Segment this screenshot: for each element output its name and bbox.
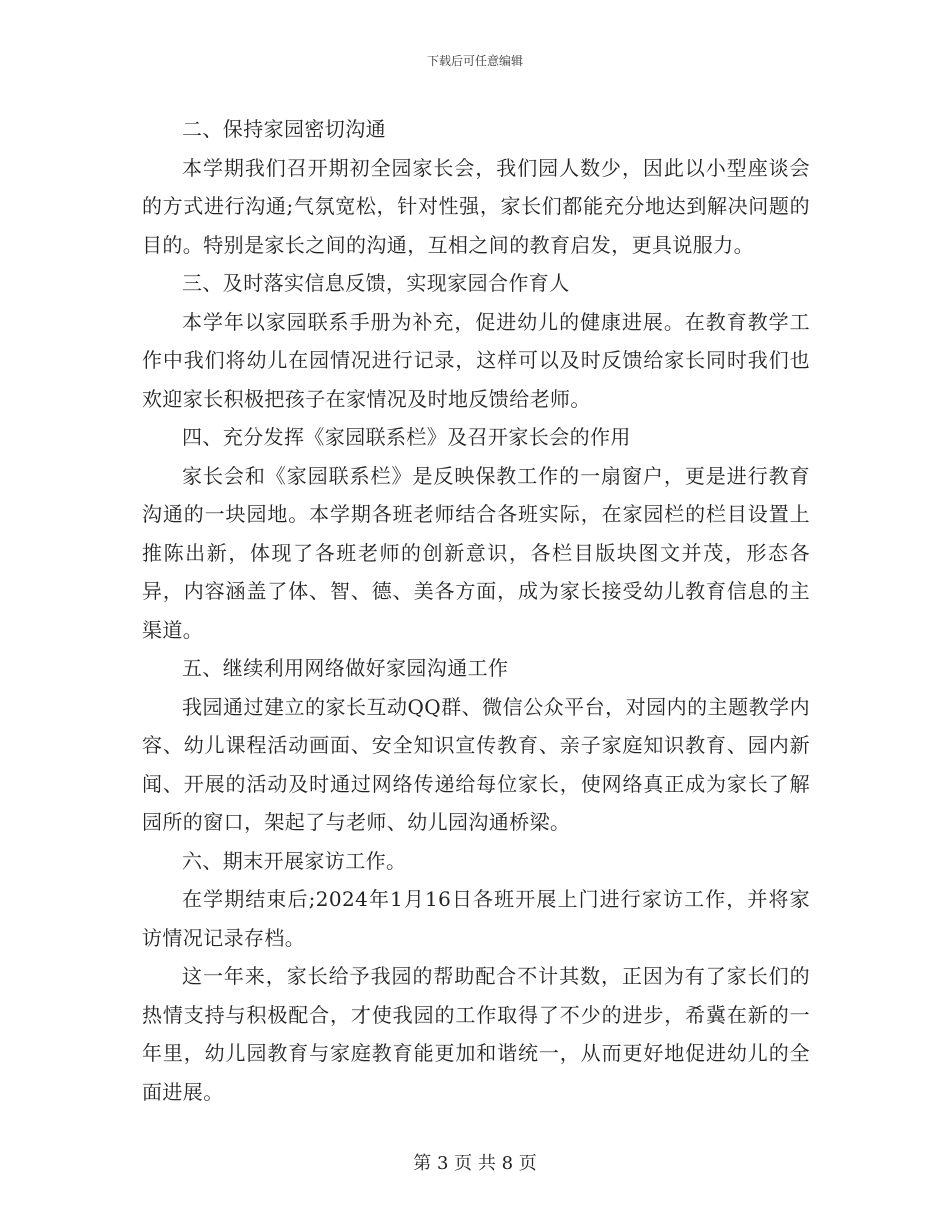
section-heading-4: 四、充分发挥《家园联系栏》及召开家长会的作用: [182, 425, 631, 449]
section-heading-3: 三、及时落实信息反馈，实现家园合作育人: [182, 271, 570, 295]
body-paragraph: 本学年以家园联系手册为补充，促进幼儿的健康进展。在教育教学工作中我们将幼儿在园情况进行记录，这样可以及时反馈给家长同时我们也欢迎家长积极把孩子在家情况及时地反馈给老师。: [142, 309, 810, 411]
section-heading-5: 五、继续利用网络做好家园沟通工作: [182, 656, 509, 680]
document-body: [142, 110, 810, 1111]
page-number-footer: 第 3 页 共 8 页: [413, 1153, 537, 1174]
body-paragraph: 本学期我们召开期初全园家长会，我们园人数少，因此以小型座谈会的方式进行沟通;气氛宽松，针对性强，家长们都能充分地达到解决问题的目的。特别是家长之间的沟通，互相之间的教育启发，更具说服力。: [142, 155, 810, 257]
page-header-note: 下载后可任意编辑: [426, 54, 523, 68]
section-heading-6: 六、期末开展家访工作。: [182, 848, 407, 873]
body-paragraph: 在学期结束后;2024年1月16日各班开展上门进行家访工作，并将家访情况记录存档。: [142, 887, 810, 950]
section-heading-2: 二、保持家园密切沟通: [182, 117, 386, 141]
body-paragraph: 我园通过建立的家长互动QQ群、微信公众平台，对园内的主题教学内容、幼儿课程活动画面、安全知识宣传教育、亲子家庭知识教育、园内新闻、开展的活动及时通过网络传递给每位家长，使网络真正成为家长了解园所的窗口，架起了与老师、幼儿园沟通桥梁。: [142, 694, 810, 834]
body-paragraph: 这一年来，家长给予我园的帮助配合不计其数，正因为有了家长们的热情支持与积极配合，才使我园的工作取得了不少的进步，希冀在新的一年里，幼儿园教育与家庭教育能更加和谐统一，从而更好地促进幼儿的全面进展。: [142, 964, 810, 1104]
body-paragraph: 家长会和《家园联系栏》是反映保教工作的一扇窗户，更是进行教育沟通的一块园地。本学期各班老师结合各班实际，在家园栏的栏目设置上推陈出新，体现了各班老师的创新意识，各栏目版块图文并茂，形态各异，内容涵盖了体、智、德、美各方面，成为家长接受幼儿教育信息的主渠道。: [142, 463, 810, 642]
